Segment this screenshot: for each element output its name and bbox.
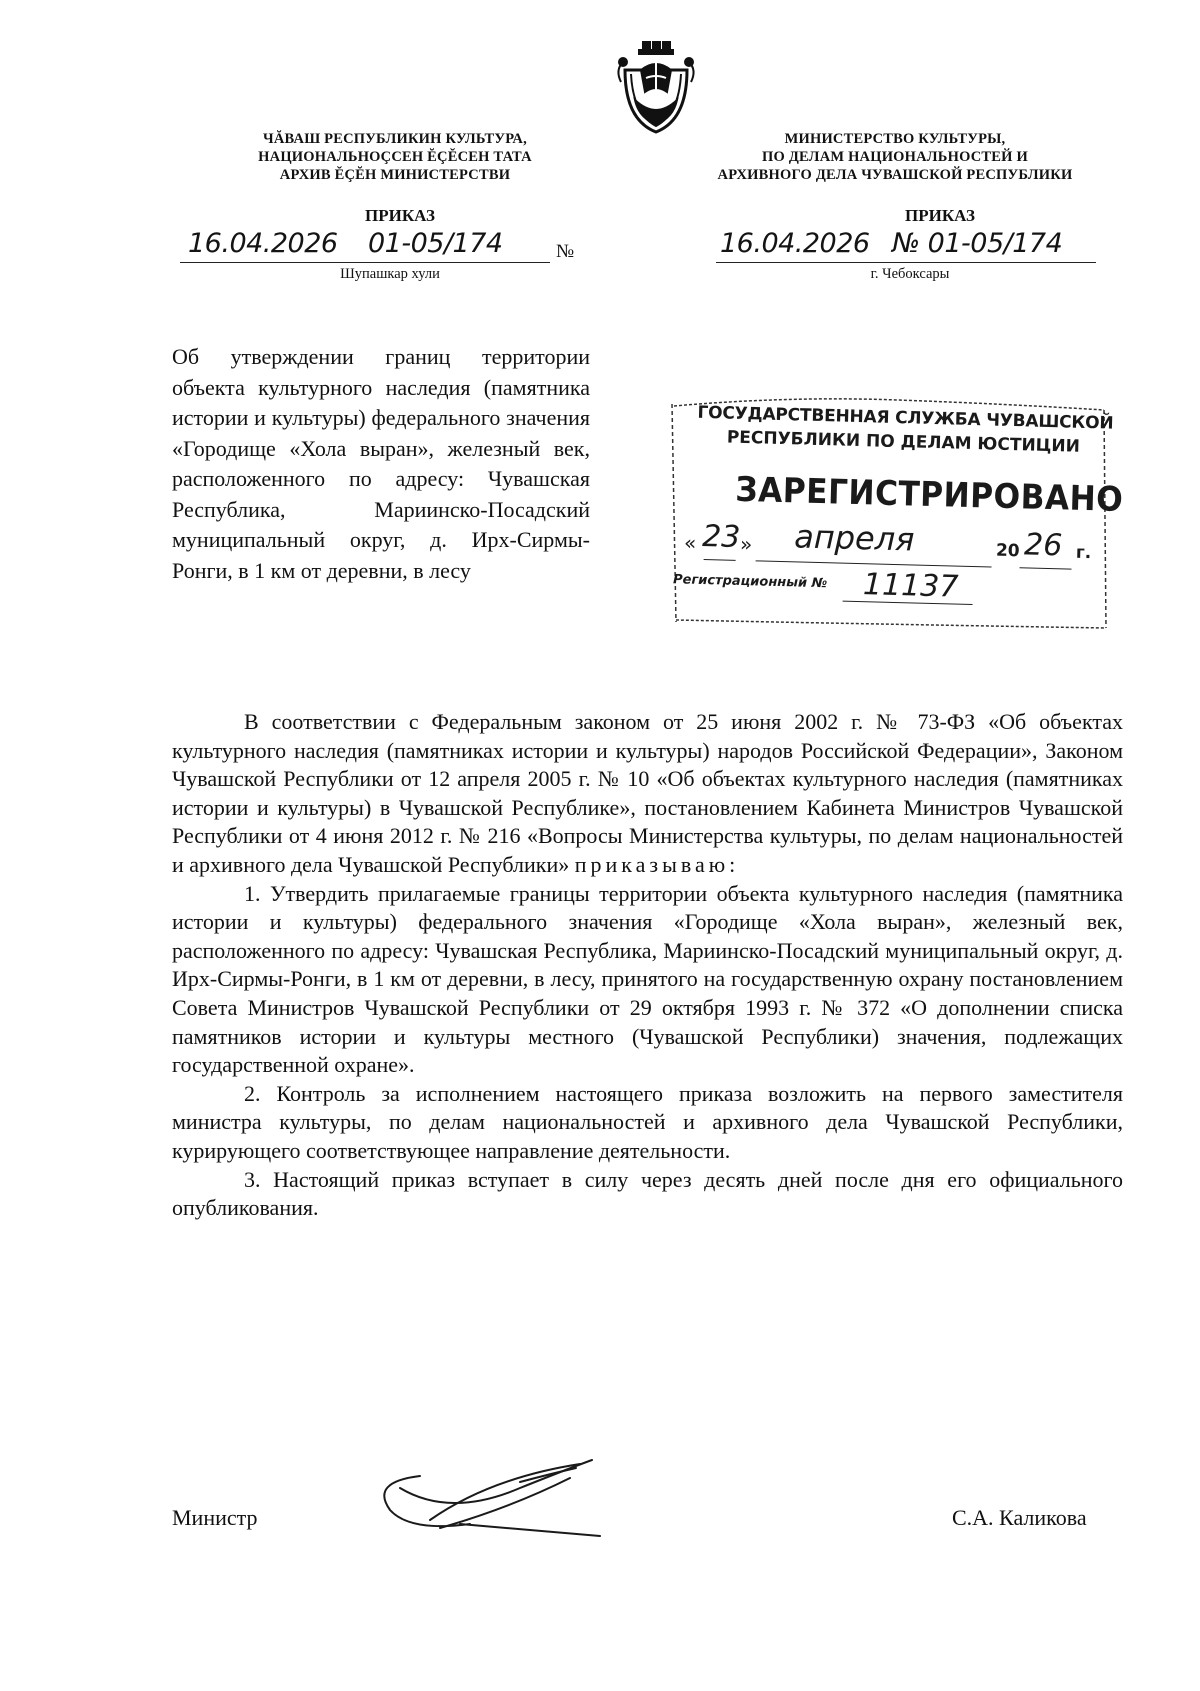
coat-of-arms-icon [613,40,699,138]
stamp-reg-number: 11137 [862,567,959,605]
registration-stamp [668,392,1124,630]
stamp-date [674,517,1095,571]
subject-text: Об утверждении границ территории объекта культурного наследия (памятника истории и культуры) федерального значения «Городище «Хола выран», железный век, расположенного по адресу: Чувашская Республика, Мариинско-Посадский муниципальный округ, д. Ирх-Сирмы-Ронги, в 1 км от деревни, в лесу [172,344,590,583]
stamp-quote-open: « [683,530,697,555]
body-preamble [172,708,1123,880]
stamp-month-line [756,560,992,567]
stamp-year-prefix: 20 [995,540,1020,562]
header-left-line: НАЦИОНАЛЬНОÇСЕН ĔÇĔСЕН ТАТА [258,149,532,165]
stamp-day-line [704,559,736,561]
body-item: 3. Настоящий приказ вступает в силу через десять дней после дня его официального опубликования. [172,1166,1123,1221]
stamp-line2: РЕСПУБЛИКИ ПО ДЕЛАМ ЮСТИЦИИ [726,427,1081,457]
order-body [172,708,1123,1223]
stamp-year-line [1020,567,1072,569]
body-item: 1. Утвердить прилагаемые границы территории объекта культурного наследия (памятника истории и культуры) федерального значения «Городище «Хола выран», железный век, расположенного по адресу: Чувашская Республика, Мариинско-Посадский муниципальный округ, д. Ирх-Сирмы-Ронги, в 1 км от деревни, в лесу, принятого на государственную охрану постановлением Совета Министров Чувашской Республики от 29 октября 1993 г. № 372 «О дополнении списка памятников истории и культуры местного (Чувашской Республики) значения, подлежащих государственной охране». [172,880,1123,1078]
stamp-day: 23 [701,518,741,555]
order-title-right: ПРИКАЗ [905,206,975,225]
stamp-year-unit: г. [1075,542,1092,564]
header-left [205,130,585,184]
order-date-right: 16.04.2026 [720,228,870,259]
header-left-line: АРХИВ ĔÇĔН МИНИСТЕРСТВИ [279,167,511,183]
order-date-left: 16.04.2026 [188,228,338,259]
number-sign-left: № [556,241,575,262]
header-right [690,130,1100,184]
stamp-line1: ГОСУДАРСТВЕННАЯ СЛУЖБА ЧУВАШСКОЙ [697,402,1114,434]
body-item: 2. Контроль за исполнением настоящего приказа возложить на первого заместителя министра культуры, по делам национальностей и архивного дела Чувашской Республики, курирующего соответствующее направление деятельности. [172,1080,1123,1163]
stamp-reg-label: Регистрационный № [672,572,828,592]
header-left-line: ЧĂВАШ РЕСПУБЛИКИН КУЛЬТУРА, [263,131,527,147]
order-place-right: г. Чебоксары [870,266,950,282]
preamble-text: В соответствии с Федеральным законом от 25 июня 2002 г. № 73-ФЗ «Об объектах культурного наследия (памятниках истории и культуры) народов Российской Федерации», Законом Чувашской Республики от 12 апреля 2005 г. № 10 «Об объектах культурного наследия (памятниках истории и культуры) в Чувашской Республике», постановлением Кабинета Министров Чувашской Республики от 4 июня 2012 г. № 216 «Вопросы Министерства культуры, по делам национальностей и архивного дела Чувашской Республики» [172,709,1123,877]
order-word: приказываю: [574,851,740,877]
order-subject [172,342,590,586]
stamp-month: апреля [793,517,915,559]
order-title-left: ПРИКАЗ [365,206,435,225]
header-right-line: АРХИВНОГО ДЕЛА ЧУВАШСКОЙ РЕСПУБЛИКИ [717,167,1073,183]
signatory-title: Министр [172,1505,258,1530]
order-line-left [180,262,550,263]
stamp-registered: ЗАРЕГИСТРИРОВАНО [734,469,1124,520]
stamp-quote-close: » [739,531,753,557]
header-right-line: ПО ДЕЛАМ НАЦИОНАЛЬНОСТЕЙ И [762,149,1028,165]
order-number-right: № 01-05/174 [892,228,1063,259]
order-number-left: 01-05/174 [368,228,503,259]
handwritten-signature [370,1448,620,1548]
stamp-year-suffix: 26 [1023,527,1063,564]
header-right-line: МИНИСТЕРСТВО КУЛЬТУРЫ, [784,131,1006,147]
signatory-name: С.А. Каликова [952,1505,1087,1530]
order-line-right [716,262,1096,263]
order-place-left: Шупашкар хули [340,266,440,282]
